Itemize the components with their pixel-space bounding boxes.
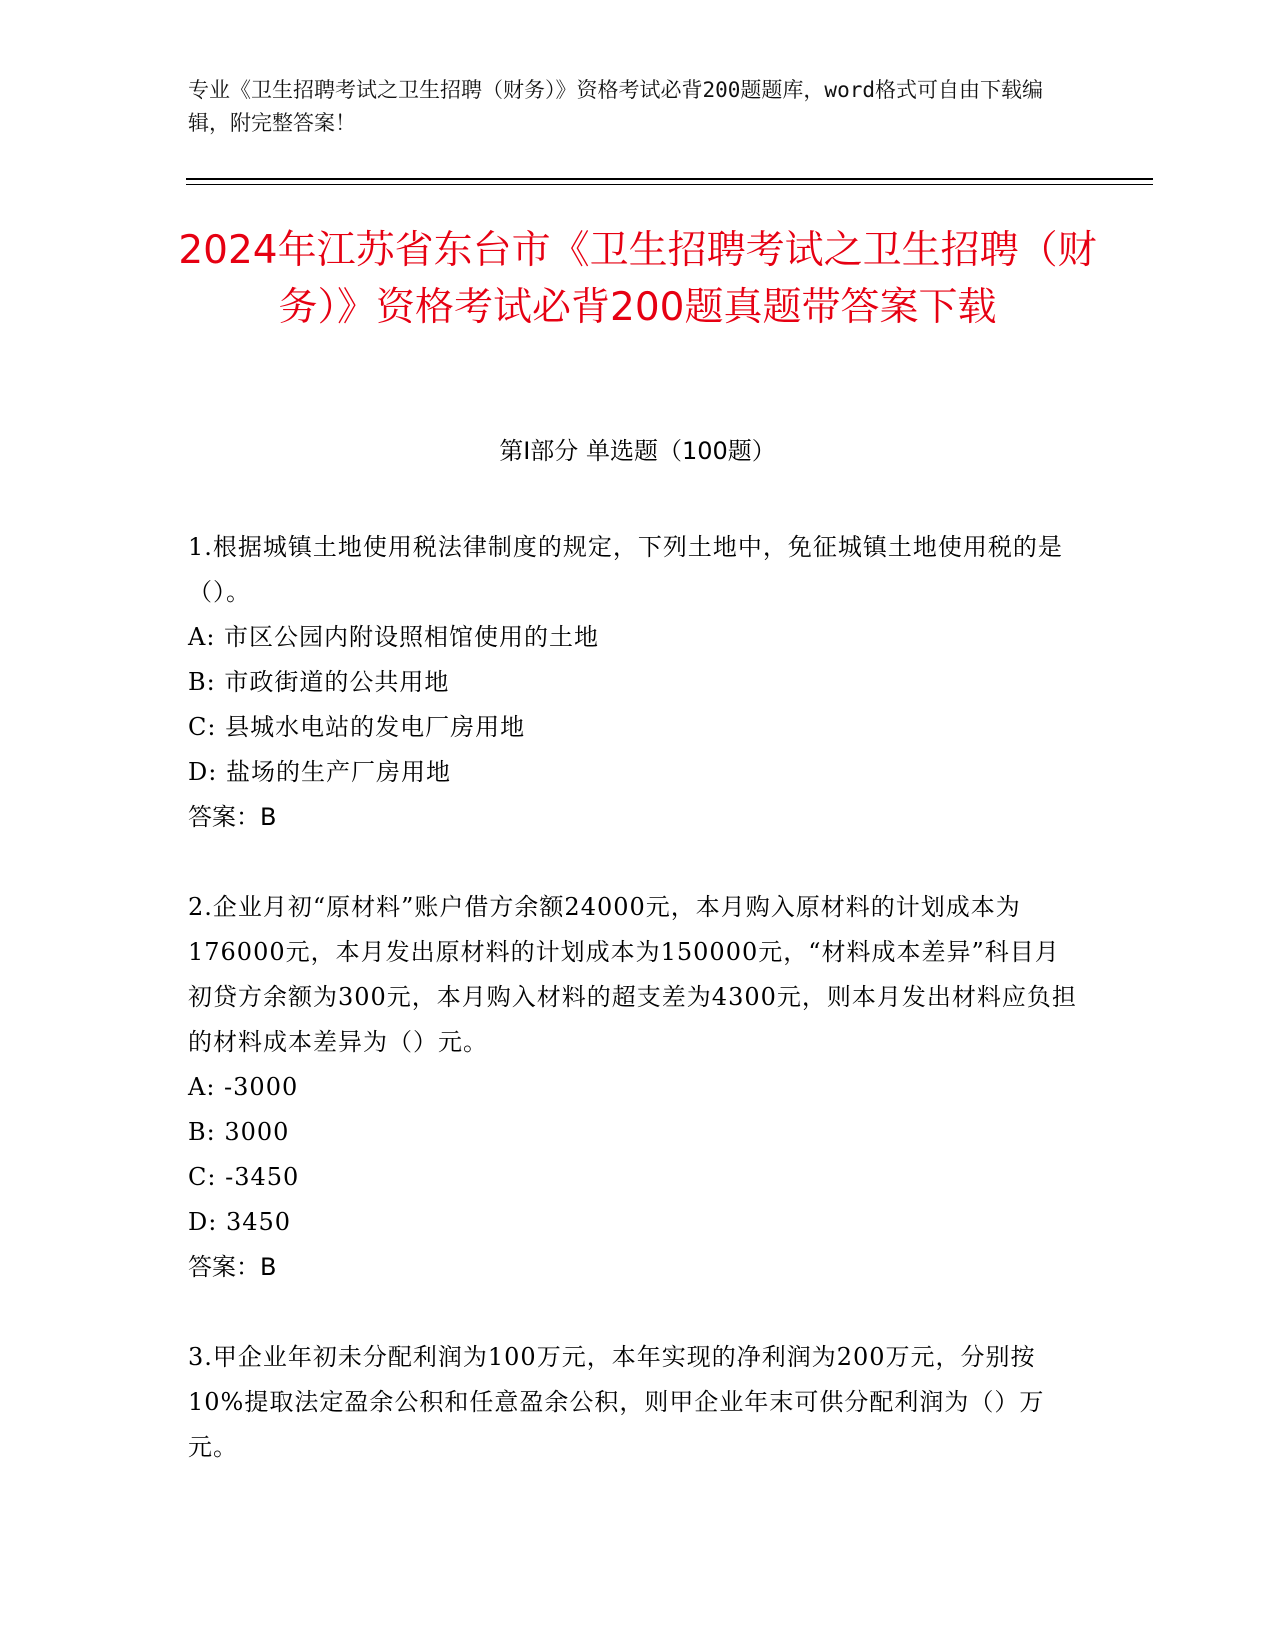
option-d: D: 3450 (188, 1208, 292, 1236)
question-2 (188, 885, 1078, 1290)
option-c: C: 县城水电站的发电厂房用地 (188, 713, 526, 741)
header-note: 专业《卫生招聘考试之卫生招聘（财务）》资格考试必背200题题库，word格式可自由下载编辑，附完整答案！ (188, 78, 1043, 135)
answer: 答案：B (188, 1253, 277, 1281)
header-divider-thick (186, 178, 1153, 180)
section-title: 第I部分 单选题（100题） (499, 437, 776, 465)
question-list (188, 525, 1078, 1515)
option-d: D: 盐场的生产厂房用地 (188, 758, 451, 786)
option-b: B: 市政街道的公共用地 (188, 668, 450, 696)
option-b: B: 3000 (188, 1118, 290, 1146)
header-divider-thin (186, 184, 1153, 185)
question-stem: 2.企业月初“原材料”账户借方余额24000元，本月购入原材料的计划成本为176000元，本月发出原材料的计划成本为150000元，“材料成本差异”科目月初贷方余额为300元，本月购入材料的超支差为4300元，则本月发出材料应负担的材料成本差异为（）元。 (188, 893, 1077, 1056)
question-stem: 3.甲企业年初未分配利润为100万元，本年实现的净利润为200万元，分别按10%提取法定盈余公积和任意盈余公积，则甲企业年末可供分配利润为（）万元。 (188, 1343, 1045, 1461)
answer: 答案：B (188, 803, 277, 831)
option-a: A: -3000 (188, 1073, 299, 1101)
option-a: A: 市区公园内附设照相馆使用的土地 (188, 623, 600, 651)
question-stem: 1.根据城镇土地使用税法律制度的规定，下列土地中，免征城镇土地使用税的是（）。 (188, 533, 1063, 606)
question-3 (188, 1335, 1078, 1470)
question-1 (188, 525, 1078, 840)
option-c: C: -3450 (188, 1163, 300, 1191)
document-title: 2024年江苏省东台市《卫生招聘考试之卫生招聘（财务）》资格考试必背200题真题带答案下载 (178, 228, 1097, 330)
